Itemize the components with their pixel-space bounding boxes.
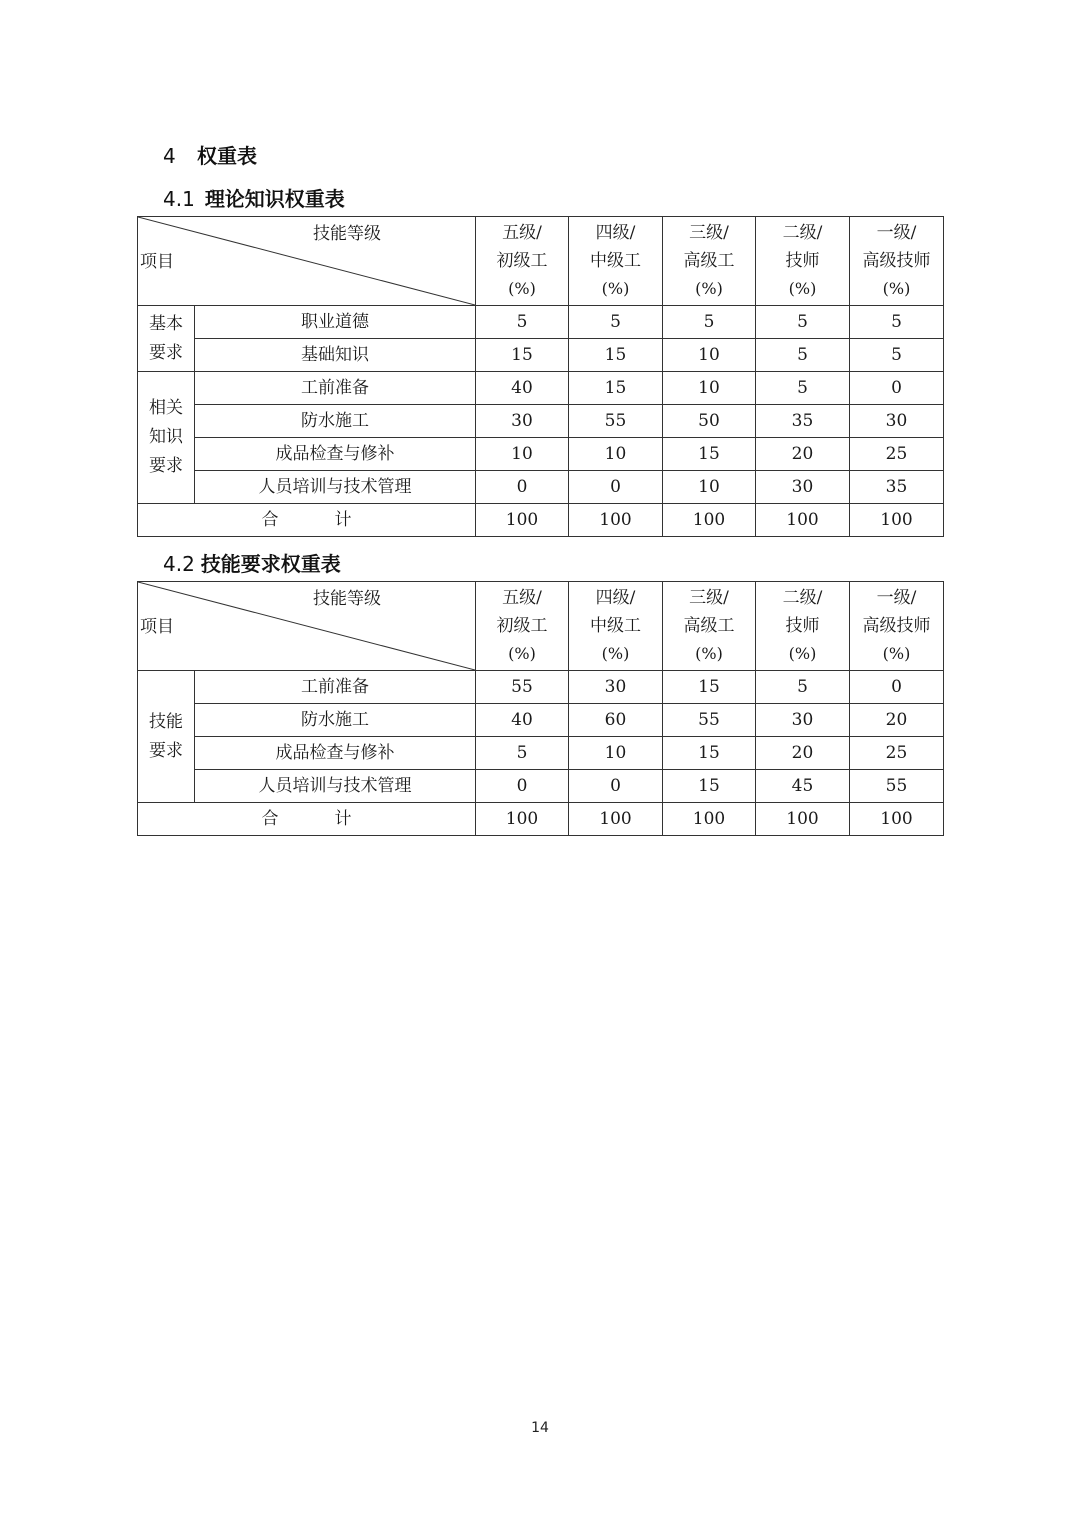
level-header: 四级/ 中级工 (%) bbox=[569, 217, 663, 306]
row-value: 5 bbox=[476, 306, 569, 339]
row-value: 30 bbox=[569, 671, 663, 704]
row-value: 0 bbox=[850, 372, 944, 405]
project-label: 项目 bbox=[140, 617, 174, 637]
row-value: 10 bbox=[663, 471, 756, 504]
row-value: 45 bbox=[756, 770, 850, 803]
row-value: 10 bbox=[663, 372, 756, 405]
skill-weight-table bbox=[137, 581, 944, 836]
row-value: 5 bbox=[663, 306, 756, 339]
row-value: 15 bbox=[476, 339, 569, 372]
table-row bbox=[138, 372, 944, 405]
total-value: 100 bbox=[850, 803, 944, 836]
row-value: 5 bbox=[850, 339, 944, 372]
level-header: 二级/ 技师 (%) bbox=[756, 582, 850, 671]
subsection-heading-4-2 bbox=[163, 548, 341, 577]
total-value: 100 bbox=[569, 504, 663, 537]
row-value: 15 bbox=[663, 737, 756, 770]
row-value: 35 bbox=[756, 405, 850, 438]
row-value: 60 bbox=[569, 704, 663, 737]
total-row bbox=[138, 803, 944, 836]
group-label: 基本 要求 bbox=[138, 306, 195, 372]
row-value: 50 bbox=[663, 405, 756, 438]
total-value: 100 bbox=[663, 504, 756, 537]
row-value: 25 bbox=[850, 737, 944, 770]
row-value: 55 bbox=[569, 405, 663, 438]
row-value: 20 bbox=[756, 438, 850, 471]
total-label: 合 计 bbox=[138, 803, 476, 836]
theory-weight-table bbox=[137, 216, 944, 537]
row-value: 0 bbox=[569, 471, 663, 504]
diagonal-line bbox=[138, 582, 475, 670]
row-value: 10 bbox=[569, 737, 663, 770]
level-header: 三级/ 高级工 (%) bbox=[663, 582, 756, 671]
level-header: 二级/ 技师 (%) bbox=[756, 217, 850, 306]
level-header: 四级/ 中级工 (%) bbox=[569, 582, 663, 671]
row-value: 20 bbox=[850, 704, 944, 737]
table-row bbox=[138, 306, 944, 339]
subsection-number: 4.1 bbox=[163, 187, 195, 211]
total-value: 100 bbox=[756, 504, 850, 537]
diagonal-line bbox=[138, 217, 475, 305]
row-value: 30 bbox=[850, 405, 944, 438]
row-value: 5 bbox=[756, 372, 850, 405]
diagonal-header-cell bbox=[138, 217, 476, 306]
group-label: 技能 要求 bbox=[138, 671, 195, 803]
row-value: 5 bbox=[850, 306, 944, 339]
table-row bbox=[138, 471, 944, 504]
row-value: 55 bbox=[663, 704, 756, 737]
total-value: 100 bbox=[756, 803, 850, 836]
subsection-number: 4.2 bbox=[163, 552, 195, 576]
row-value: 0 bbox=[476, 471, 569, 504]
section-heading bbox=[163, 140, 257, 169]
table-row bbox=[138, 704, 944, 737]
section-title: 权重表 bbox=[197, 144, 257, 168]
total-value: 100 bbox=[850, 504, 944, 537]
row-value: 15 bbox=[569, 339, 663, 372]
row-item: 人员培训与技术管理 bbox=[195, 770, 476, 803]
row-value: 25 bbox=[850, 438, 944, 471]
total-row bbox=[138, 504, 944, 537]
row-value: 10 bbox=[476, 438, 569, 471]
skill-level-label: 技能等级 bbox=[313, 224, 381, 244]
level-header: 五级/ 初级工 (%) bbox=[476, 582, 569, 671]
row-value: 55 bbox=[476, 671, 569, 704]
row-value: 15 bbox=[569, 372, 663, 405]
row-value: 5 bbox=[756, 339, 850, 372]
group-label: 相关 知识 要求 bbox=[138, 372, 195, 504]
row-value: 5 bbox=[569, 306, 663, 339]
level-header: 一级/ 高级技师 (%) bbox=[850, 217, 944, 306]
table-row bbox=[138, 770, 944, 803]
table-row bbox=[138, 405, 944, 438]
row-item: 工前准备 bbox=[195, 671, 476, 704]
diagonal-header-cell bbox=[138, 582, 476, 671]
row-value: 0 bbox=[850, 671, 944, 704]
row-value: 0 bbox=[569, 770, 663, 803]
row-value: 15 bbox=[663, 438, 756, 471]
row-value: 55 bbox=[850, 770, 944, 803]
row-value: 15 bbox=[663, 671, 756, 704]
row-item: 基础知识 bbox=[195, 339, 476, 372]
row-value: 5 bbox=[756, 671, 850, 704]
table-header-row bbox=[138, 582, 944, 671]
level-header: 三级/ 高级工 (%) bbox=[663, 217, 756, 306]
row-value: 30 bbox=[476, 405, 569, 438]
row-value: 15 bbox=[663, 770, 756, 803]
row-item: 防水施工 bbox=[195, 405, 476, 438]
table-row bbox=[138, 671, 944, 704]
row-item: 人员培训与技术管理 bbox=[195, 471, 476, 504]
table-row bbox=[138, 737, 944, 770]
total-label: 合 计 bbox=[138, 504, 476, 537]
row-value: 30 bbox=[756, 704, 850, 737]
row-value: 10 bbox=[569, 438, 663, 471]
row-value: 20 bbox=[756, 737, 850, 770]
level-header: 一级/ 高级技师 (%) bbox=[850, 582, 944, 671]
table-row bbox=[138, 339, 944, 372]
section-number: 4 bbox=[163, 144, 176, 168]
table-row bbox=[138, 438, 944, 471]
total-value: 100 bbox=[476, 803, 569, 836]
row-item: 成品检查与修补 bbox=[195, 438, 476, 471]
table-header-row bbox=[138, 217, 944, 306]
total-value: 100 bbox=[663, 803, 756, 836]
skill-level-label: 技能等级 bbox=[313, 589, 381, 609]
page-number: 14 bbox=[531, 1420, 549, 1436]
total-value: 100 bbox=[476, 504, 569, 537]
row-value: 40 bbox=[476, 372, 569, 405]
row-item: 工前准备 bbox=[195, 372, 476, 405]
row-value: 5 bbox=[476, 737, 569, 770]
row-value: 5 bbox=[756, 306, 850, 339]
subsection-title: 理论知识权重表 bbox=[204, 187, 345, 211]
row-item: 职业道德 bbox=[195, 306, 476, 339]
total-value: 100 bbox=[569, 803, 663, 836]
row-value: 40 bbox=[476, 704, 569, 737]
row-item: 防水施工 bbox=[195, 704, 476, 737]
row-item: 成品检查与修补 bbox=[195, 737, 476, 770]
row-value: 10 bbox=[663, 339, 756, 372]
project-label: 项目 bbox=[140, 252, 174, 272]
subsection-heading-4-1 bbox=[163, 183, 345, 212]
row-value: 35 bbox=[850, 471, 944, 504]
row-value: 30 bbox=[756, 471, 850, 504]
level-header: 五级/ 初级工 (%) bbox=[476, 217, 569, 306]
row-value: 0 bbox=[476, 770, 569, 803]
subsection-title: 技能要求权重表 bbox=[200, 552, 341, 576]
